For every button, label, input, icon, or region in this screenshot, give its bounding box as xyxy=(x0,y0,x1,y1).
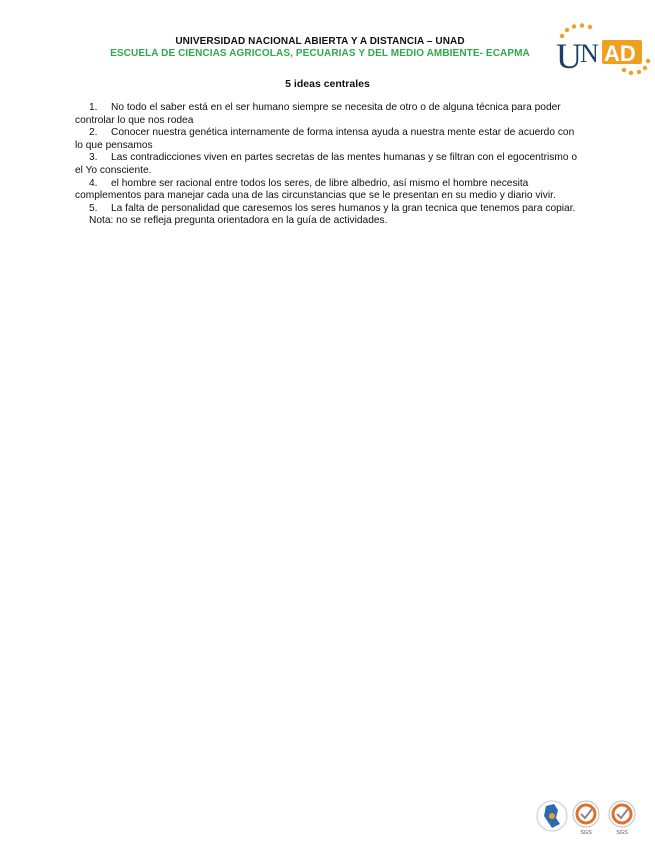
idea-number: 2. xyxy=(89,127,98,139)
unad-logo xyxy=(554,22,652,80)
idea-item-1 xyxy=(75,102,581,127)
certification-badges xyxy=(534,796,644,836)
idea-item-3 xyxy=(75,152,581,177)
sgs-badge-icon xyxy=(573,801,599,836)
idea-text: Conocer nuestra genética internamente de forma intensa ayuda a nuestra mente estar de acuerdo con lo que pensamos xyxy=(75,127,575,151)
idea-text: el hombre ser racional entre todos los seres, de libre albedrio, así mismo el hombre necesita complementos para manejar cada una de las circunstancias que se le presentan en su medio y diario vivir. xyxy=(75,177,556,202)
idea-item-4 xyxy=(75,178,581,203)
idea-number: 5. xyxy=(89,202,98,214)
idea-item-2 xyxy=(75,127,581,152)
university-name: UNIVERSIDAD NACIONAL ABIERTA Y A DISTANCIA – UNAD xyxy=(175,36,465,47)
school-name: ESCUELA DE CIENCIAS AGRICOLAS, PECUARIAS Y DEL MEDIO AMBIENTE- ECAPMA xyxy=(110,48,530,59)
idea-text: No todo el saber está en el ser humano siempre se necesita de otro o de alguna técnica para poder controlar lo que nos rodea xyxy=(75,102,561,126)
idea-text: La falta de personalidad que caresemos los seres humanos y la gran tecnica que tenemos para copiar. xyxy=(111,202,576,214)
idea-text: Las contradicciones viven en partes secretas de las mentes humanas y se filtran con el egocentrismo o el Yo consciente. xyxy=(75,152,578,176)
colombia-map-seal-icon xyxy=(537,801,567,831)
note-text: Nota: no se refleja pregunta orientadora en la guía de actividades. xyxy=(89,215,388,227)
page-title: 5 ideas centrales xyxy=(285,78,370,90)
svg-text:AD: AD xyxy=(604,41,636,66)
idea-number: 3. xyxy=(89,152,98,164)
document-header xyxy=(70,36,570,59)
idea-item-5 xyxy=(75,203,581,216)
idea-number: 4. xyxy=(89,177,98,189)
badge-label: SGS xyxy=(580,830,592,836)
ideas-list xyxy=(75,102,581,228)
badge-label: SGS xyxy=(616,830,628,836)
idea-number: 1. xyxy=(89,102,98,113)
logo-text: U xyxy=(556,36,582,76)
sgs-badge-icon xyxy=(609,801,635,836)
svg-text:N: N xyxy=(580,39,599,68)
